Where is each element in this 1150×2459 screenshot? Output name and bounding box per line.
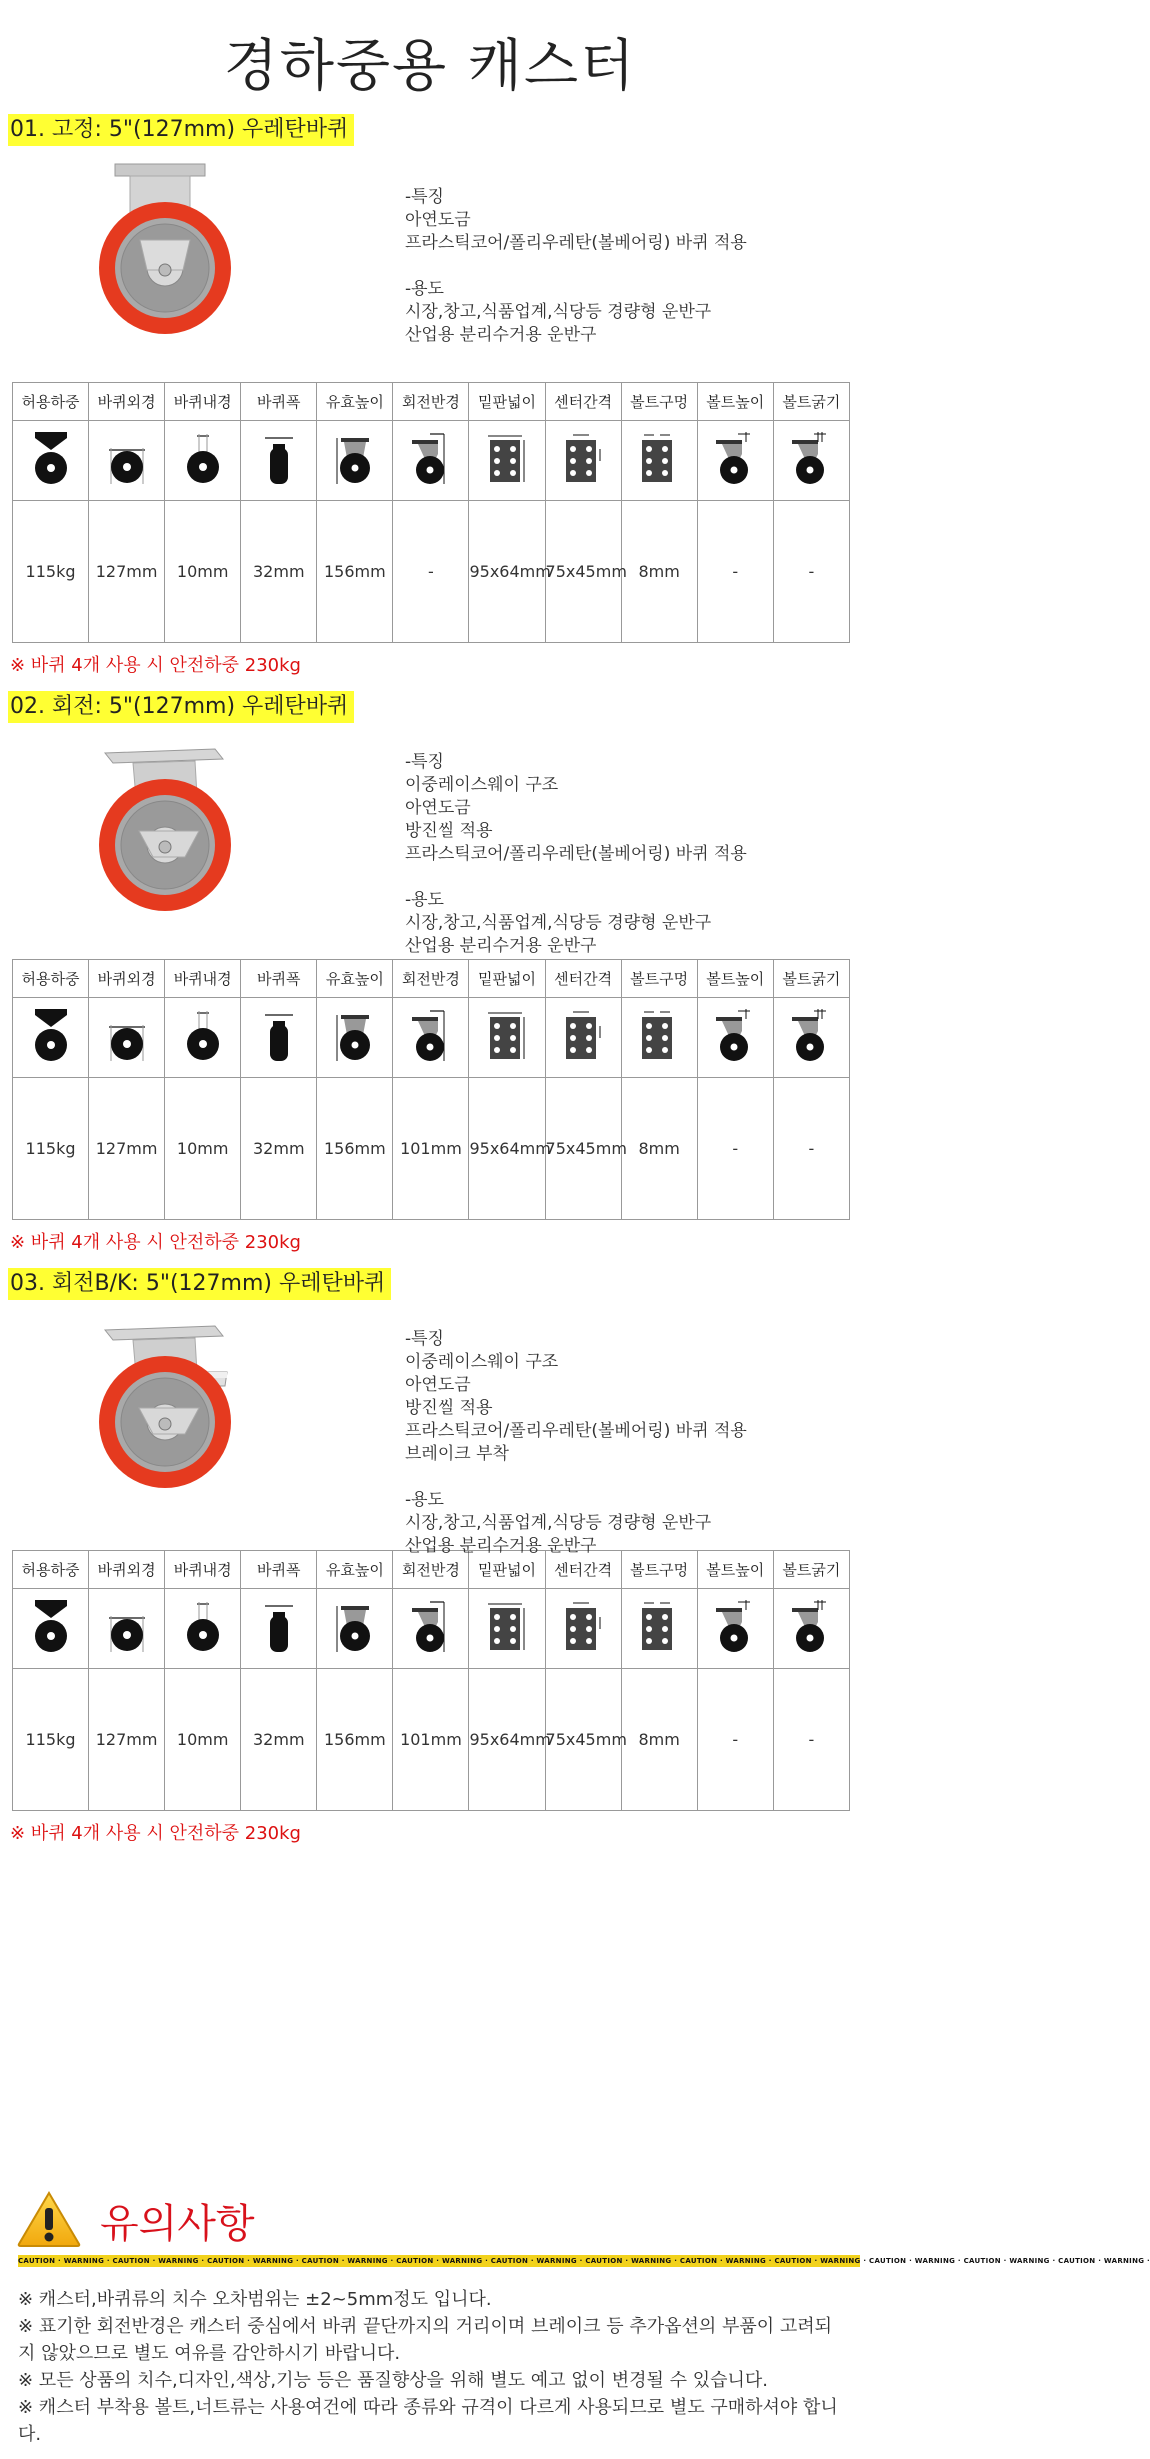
spec-value: 8mm <box>621 1078 697 1220</box>
spec-value: 10mm <box>165 501 241 643</box>
spec-value: 115kg <box>13 1078 89 1220</box>
spec-diagram-icon <box>621 421 697 501</box>
spec-value: - <box>773 501 849 643</box>
spec-diagram-icon <box>165 1589 241 1669</box>
caster-photo <box>95 1312 255 1492</box>
spec-diagram-icon <box>317 1589 393 1669</box>
spec-header: 바퀴폭 <box>241 960 317 998</box>
product-overview <box>0 1300 860 1556</box>
spec-value: 101mm <box>393 1078 469 1220</box>
spec-diagram-icon <box>469 998 545 1078</box>
spec-header: 허용하중 <box>13 960 89 998</box>
spec-value: 8mm <box>621 501 697 643</box>
spec-value: - <box>697 501 773 643</box>
spec-header: 밑판넓이 <box>469 383 545 421</box>
spec-value: 75x45mm <box>545 1669 621 1811</box>
feature-line: 프라스틱코어/폴리우레탄(볼베어링) 바퀴 적용 <box>405 1421 747 1441</box>
spec-value: 10mm <box>165 1078 241 1220</box>
spec-header: 밑판넓이 <box>469 1551 545 1589</box>
spec-diagram-icon <box>89 421 165 501</box>
product-overview <box>0 723 860 959</box>
spec-diagram-icon <box>317 998 393 1078</box>
section-heading: 02. 회전: 5"(127mm) 우레탄바퀴 <box>8 691 354 723</box>
caution-tape: CAUTION · WARNING · CAUTION · WARNING · CAUTION · WARNING · CAUTION · WARNING · CAUTION · WARNING · CAUTION · WARNING · CAUTION · WARNING · CAUTION · WARNING · CAUTION · WARNING · CAUTION · WARNING · CAUTION · WARNING · CAUTION · WARNING · <box>18 2257 1150 2265</box>
spec-diagram-icon <box>697 421 773 501</box>
spec-diagram-icon <box>697 1589 773 1669</box>
spec-header: 허용하중 <box>13 1551 89 1589</box>
spec-value: 95x64mm <box>469 1078 545 1220</box>
spec-header: 볼트구멍 <box>621 383 697 421</box>
spec-value: 32mm <box>241 1078 317 1220</box>
spec-value: - <box>773 1078 849 1220</box>
spec-diagram-icon <box>469 421 545 501</box>
feature-line: 시장,창고,식품업계,식당등 경량형 운반구 <box>405 913 712 933</box>
spec-diagram-icon <box>393 1589 469 1669</box>
spec-diagram-icon <box>165 421 241 501</box>
spec-diagram-icon <box>241 421 317 501</box>
spec-header: 볼트굵기 <box>773 960 849 998</box>
spec-value: 115kg <box>13 1669 89 1811</box>
spec-value: 75x45mm <box>545 501 621 643</box>
caster-photo <box>95 158 255 338</box>
spec-header: 바퀴내경 <box>165 383 241 421</box>
spec-value: 156mm <box>317 1078 393 1220</box>
section-heading: 03. 회전B/K: 5"(127mm) 우레탄바퀴 <box>8 1268 391 1300</box>
spec-header: 볼트높이 <box>697 383 773 421</box>
safety-load-note: ※ 바퀴 4개 사용 시 안전하중 230kg <box>10 655 301 676</box>
spec-diagram-icon <box>469 1589 545 1669</box>
spec-value: 127mm <box>89 501 165 643</box>
feature-list <box>405 751 747 958</box>
caution-line: ※ 모든 상품의 치수,디자인,색상,기능 등은 품질향상을 위해 별도 예고 없이 변경될 수 있습니다. <box>18 2370 768 2391</box>
spec-header: 볼트높이 <box>697 1551 773 1589</box>
feature-line: -용도 <box>405 890 444 910</box>
spec-value: 75x45mm <box>545 1078 621 1220</box>
spec-diagram-icon <box>13 1589 89 1669</box>
spec-header: 볼트굵기 <box>773 383 849 421</box>
spec-table <box>12 382 850 643</box>
spec-header: 바퀴외경 <box>89 1551 165 1589</box>
caster-photo <box>95 735 255 915</box>
spec-value: 95x64mm <box>469 1669 545 1811</box>
spec-header: 볼트굵기 <box>773 1551 849 1589</box>
feature-list <box>405 186 747 347</box>
spec-header: 회전반경 <box>393 1551 469 1589</box>
spec-value: 8mm <box>621 1669 697 1811</box>
spec-header: 센터간격 <box>545 960 621 998</box>
feature-line: 브레이크 부착 <box>405 1444 509 1464</box>
feature-line: 시장,창고,식품업계,식당등 경량형 운반구 <box>405 1513 712 1533</box>
spec-value: 95x64mm <box>469 501 545 643</box>
feature-line: 아연도금 <box>405 1375 471 1395</box>
spec-value: - <box>697 1078 773 1220</box>
spec-value: 101mm <box>393 1669 469 1811</box>
feature-line: 아연도금 <box>405 210 471 230</box>
spec-diagram-icon <box>621 1589 697 1669</box>
spec-value: 32mm <box>241 1669 317 1811</box>
page-title: 경하중용 캐스터 <box>223 34 637 99</box>
feature-line: 이중레이스웨이 구조 <box>405 1352 559 1372</box>
spec-value: 115kg <box>13 501 89 643</box>
spec-header: 바퀴폭 <box>241 383 317 421</box>
spec-value: 156mm <box>317 501 393 643</box>
feature-line: 시장,창고,식품업계,식당등 경량형 운반구 <box>405 302 712 322</box>
safety-load-note: ※ 바퀴 4개 사용 시 안전하중 230kg <box>10 1823 301 1844</box>
spec-diagram-icon <box>621 998 697 1078</box>
product-section <box>0 100 860 677</box>
spec-header: 바퀴폭 <box>241 1551 317 1589</box>
spec-diagram-icon <box>241 1589 317 1669</box>
feature-line: 산업용 분리수거용 운반구 <box>405 325 597 345</box>
spec-value: 10mm <box>165 1669 241 1811</box>
spec-header: 회전반경 <box>393 960 469 998</box>
spec-diagram-icon <box>773 998 849 1078</box>
spec-value: 156mm <box>317 1669 393 1811</box>
spec-diagram-icon <box>165 998 241 1078</box>
caution-section <box>0 2180 1150 2445</box>
spec-diagram-icon <box>773 421 849 501</box>
spec-table <box>12 959 850 1220</box>
caution-line: ※ 표기한 회전반경은 캐스터 중심에서 바퀴 끝단까지의 거리이며 브레이크 등 추가옵션의 부품이 고려되지 않았으므로 별도 여유를 감안하시기 바랍니다. <box>18 2316 833 2364</box>
feature-line: 산업용 분리수거용 운반구 <box>405 1536 597 1556</box>
feature-line: 프라스틱코어/폴리우레탄(볼베어링) 바퀴 적용 <box>405 233 747 253</box>
spec-diagram-icon <box>241 998 317 1078</box>
feature-line: 아연도금 <box>405 798 471 818</box>
spec-header: 바퀴내경 <box>165 1551 241 1589</box>
spec-value: 32mm <box>241 501 317 643</box>
spec-header: 센터간격 <box>545 383 621 421</box>
feature-line: 프라스틱코어/폴리우레탄(볼베어링) 바퀴 적용 <box>405 844 747 864</box>
feature-line: 이중레이스웨이 구조 <box>405 775 559 795</box>
feature-line: 산업용 분리수거용 운반구 <box>405 936 597 956</box>
spec-value: - <box>773 1669 849 1811</box>
spec-value: 127mm <box>89 1669 165 1811</box>
product-overview <box>0 146 860 382</box>
spec-header: 유효높이 <box>317 383 393 421</box>
spec-diagram-icon <box>545 421 621 501</box>
feature-list <box>405 1328 747 1558</box>
spec-header: 볼트구멍 <box>621 960 697 998</box>
caution-line: ※ 캐스터 부착용 볼트,너트류는 사용여건에 따라 종류와 규격이 다르게 사용되므로 별도 구매하셔야 합니다. <box>18 2397 838 2445</box>
feature-line: 방진씰 적용 <box>405 1398 493 1418</box>
spec-header: 바퀴외경 <box>89 383 165 421</box>
spec-diagram-icon <box>773 1589 849 1669</box>
feature-gap <box>405 255 747 278</box>
feature-line: -특징 <box>405 752 444 772</box>
spec-table <box>12 1550 850 1811</box>
spec-value: - <box>393 501 469 643</box>
spec-diagram-icon <box>13 998 89 1078</box>
feature-gap <box>405 866 747 889</box>
spec-header: 볼트구멍 <box>621 1551 697 1589</box>
caution-title: 유의사항 <box>100 2201 255 2247</box>
spec-header: 바퀴내경 <box>165 960 241 998</box>
spec-header: 유효높이 <box>317 1551 393 1589</box>
caution-list <box>18 2286 848 2448</box>
spec-diagram-icon <box>545 1589 621 1669</box>
product-sections <box>0 100 860 1845</box>
spec-header: 유효높이 <box>317 960 393 998</box>
section-heading: 01. 고정: 5"(127mm) 우레탄바퀴 <box>8 114 354 146</box>
spec-value: 127mm <box>89 1078 165 1220</box>
warning-triangle-icon <box>16 2190 82 2248</box>
product-section <box>0 1254 860 1845</box>
spec-header: 허용하중 <box>13 383 89 421</box>
spec-diagram-icon <box>89 998 165 1078</box>
spec-header: 센터간격 <box>545 1551 621 1589</box>
spec-header: 바퀴외경 <box>89 960 165 998</box>
spec-diagram-icon <box>697 998 773 1078</box>
feature-line: -용도 <box>405 1490 444 1510</box>
spec-diagram-icon <box>545 998 621 1078</box>
caution-line: ※ 캐스터,바퀴류의 치수 오차범위는 ±2~5mm정도 입니다. <box>18 2289 492 2310</box>
spec-header: 볼트높이 <box>697 960 773 998</box>
feature-line: -특징 <box>405 187 444 207</box>
spec-diagram-icon <box>393 421 469 501</box>
spec-value: - <box>697 1669 773 1811</box>
product-section <box>0 677 860 1254</box>
spec-diagram-icon <box>393 998 469 1078</box>
feature-line: -특징 <box>405 1329 444 1349</box>
safety-load-note: ※ 바퀴 4개 사용 시 안전하중 230kg <box>10 1232 301 1253</box>
spec-diagram-icon <box>13 421 89 501</box>
spec-header: 밑판넓이 <box>469 960 545 998</box>
feature-line: 방진씰 적용 <box>405 821 493 841</box>
spec-header: 회전반경 <box>393 383 469 421</box>
feature-gap <box>405 1466 747 1489</box>
feature-line: -용도 <box>405 279 444 299</box>
spec-diagram-icon <box>89 1589 165 1669</box>
spec-diagram-icon <box>317 421 393 501</box>
